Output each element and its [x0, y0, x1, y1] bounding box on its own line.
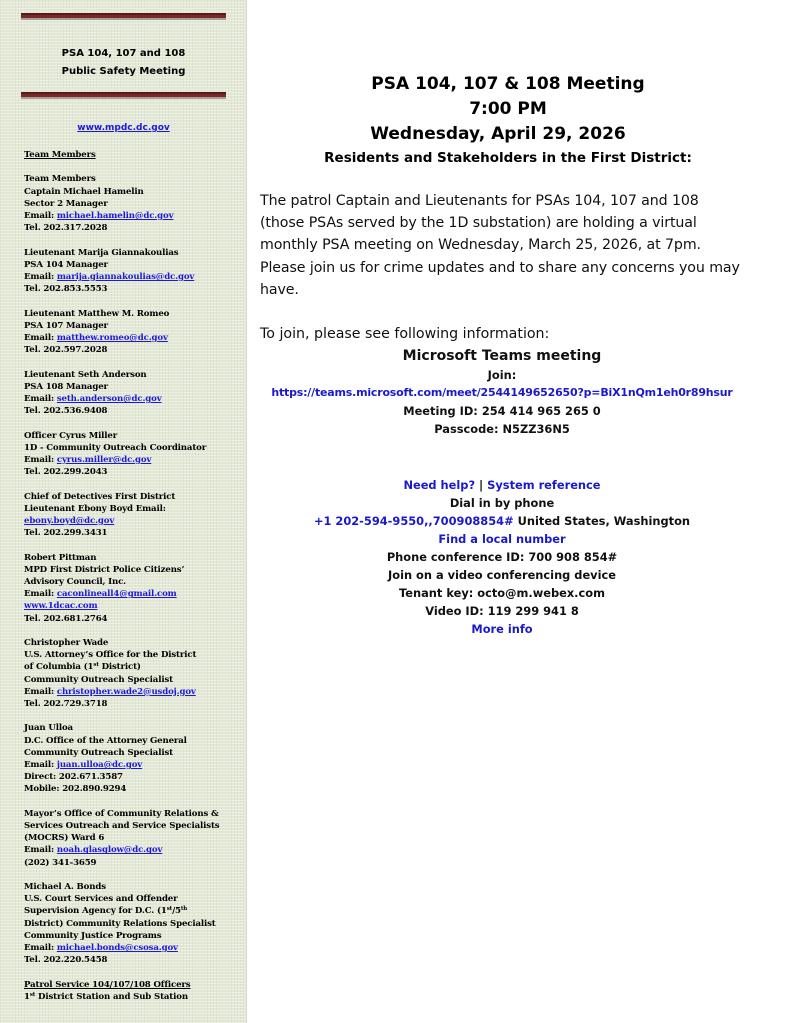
- join-label: Join:: [487, 368, 517, 382]
- more-info-link[interactable]: More info: [471, 622, 533, 636]
- contact-detail: 1D - Community Outreach Coordinator: [24, 442, 207, 453]
- contact-detail: Sector 2 Manager: [24, 198, 108, 209]
- email-label: Email:: [24, 272, 57, 282]
- contact-detail: Community Outreach Specialist: [24, 747, 173, 758]
- contact-detail: Lieutenant Ebony Boyd Email:: [24, 503, 166, 514]
- sidebar-top-rule: [21, 13, 226, 20]
- separator: |: [475, 478, 488, 492]
- tenant-key: Tenant key: octo@m.webex.com: [399, 586, 605, 600]
- ordinal-suffix: st: [166, 906, 173, 913]
- contact-name: Michael A. Bonds: [24, 882, 106, 893]
- email-link[interactable]: marija.giannakoulias@dc.gov: [56, 272, 195, 282]
- patrol-officers-heading: Patrol Service 104/107/108 Officers: [24, 979, 191, 990]
- contact-phone: (202) 341-3659: [24, 857, 97, 868]
- contact-card: [24, 247, 239, 296]
- contact-card: [24, 173, 239, 234]
- system-reference-link[interactable]: System reference: [487, 478, 601, 492]
- contact-phone: Tel. 202.299.3431: [24, 528, 108, 539]
- contact-card: [24, 808, 239, 869]
- team-members-heading: Team Members: [24, 150, 96, 160]
- contact-phone: Tel. 202.853.5553: [24, 284, 108, 295]
- contact-phone: Tel. 202.536.9408: [24, 406, 108, 417]
- video-device-label: Join on a video conferencing device: [388, 568, 616, 582]
- email-label: Email:: [24, 845, 57, 856]
- contact-phone: Tel. 202.597.2028: [24, 345, 108, 356]
- conference-id: Phone conference ID: 700 908 854#: [386, 550, 618, 564]
- phone-region: United States, Washington: [513, 514, 691, 528]
- email-link[interactable]: christopher.wade2@usdoj.gov: [56, 686, 196, 697]
- patrol-station-line: 1st District Station and Sub Station: [24, 991, 188, 1002]
- ordinal-suffix: st: [29, 991, 36, 998]
- contact-phone: Tel. 202.299.2043: [24, 467, 108, 478]
- ordinal-suffix: st: [93, 662, 99, 669]
- contact-detail: PSA 107 Manager: [24, 320, 108, 331]
- contact-phone: Mobile: 202.890.9294: [24, 784, 127, 795]
- to-join-line: To join, please see following information:: [260, 326, 550, 342]
- contact-phone: Direct: 202.671.3587: [24, 772, 123, 783]
- contact-card: [24, 430, 239, 479]
- email-link[interactable]: ebony.boyd@dc.gov: [24, 516, 115, 526]
- contact-detail: Community Outreach Specialist: [24, 674, 173, 685]
- email-label: Email:: [24, 589, 57, 600]
- need-help-link[interactable]: Need help?: [403, 478, 476, 492]
- contact-name: Robert Pittman: [24, 552, 97, 563]
- audience-line: Residents and Stakeholders in the First District:: [324, 150, 692, 166]
- join-url-link[interactable]: https://teams.microsoft.com/meet/2544149652650?p=BiX1nQm1eh0r89hsur: [271, 386, 733, 399]
- contact-list: [24, 149, 239, 1003]
- phone-row: [258, 512, 746, 530]
- email-label: Email:: [24, 943, 57, 954]
- email-link[interactable]: michael.hamelin@dc.gov: [56, 211, 174, 221]
- contact-detail: MPD First District Police Citizens’: [24, 564, 185, 575]
- sidebar: [0, 0, 247, 1023]
- sidebar-title-line1: PSA 104, 107 and 108: [61, 48, 186, 59]
- help-row: [258, 476, 746, 494]
- meeting-date: Wednesday, April 29, 2026: [370, 124, 626, 144]
- find-local-number-link[interactable]: Find a local number: [438, 532, 566, 546]
- contact-detail: of Columbia (1st District): [24, 662, 141, 673]
- email-link[interactable]: matthew.romeo@dc.gov: [56, 333, 168, 343]
- contact-name: Officer Cyrus Miller: [24, 430, 118, 441]
- email-link[interactable]: caconlineall4@gmail.com: [56, 589, 177, 600]
- contact-name: Mayor’s Office of Community Relations &: [24, 808, 219, 819]
- contact-detail: Services Outreach and Service Specialists: [24, 821, 220, 832]
- email-label: Email:: [24, 333, 57, 343]
- email-link[interactable]: michael.bonds@csosa.gov: [56, 943, 178, 954]
- contact-phone: Tel. 202.681.2764: [24, 613, 108, 624]
- contact-detail: Advisory Council, Inc.: [24, 577, 127, 587]
- sidebar-title-line2: Public Safety Meeting: [61, 66, 186, 77]
- email-label: Email:: [24, 394, 57, 404]
- email-label: Email:: [24, 686, 57, 697]
- email-link[interactable]: noah.glasglow@dc.gov: [56, 845, 163, 856]
- contact-phone: Tel. 202.317.2028: [24, 223, 108, 234]
- contact-name: Lieutenant Marija Giannakoulias: [24, 247, 179, 258]
- website-link[interactable]: www.mpdc.dc.gov: [77, 123, 170, 133]
- contact-card: [24, 722, 239, 795]
- contact-card: [24, 552, 239, 625]
- contact-card: [24, 369, 239, 418]
- dial-in-label: Dial in by phone: [449, 496, 555, 510]
- contact-detail: Community Justice Programs: [24, 930, 162, 941]
- sidebar-bottom-rule: [21, 92, 226, 99]
- email-label: Email:: [24, 760, 57, 771]
- email-link[interactable]: cyrus.miller@dc.gov: [56, 455, 152, 465]
- contact-detail: U.S. Court Services and Offender: [24, 894, 178, 905]
- email-label: Email:: [24, 211, 57, 221]
- contact-detail: PSA 104 Manager: [24, 259, 108, 270]
- meeting-time: 7:00 PM: [469, 99, 547, 119]
- intro-paragraph: The patrol Captain and Lieutenants for PSAs 104, 107 and 108 (those PSAs served by the 1D substation) are holding a virtual monthly PSA meeting on Wednesday, March 25, 2026, at 7pm. Please join us for crime updates and to share any concerns you may have.: [260, 193, 740, 298]
- contact-detail: PSA 108 Manager: [24, 381, 108, 392]
- email-label: Email:: [24, 455, 57, 465]
- teams-meeting-title: Microsoft Teams meeting: [402, 348, 602, 364]
- contact-card: [24, 308, 239, 357]
- contact-detail: U.S. Attorney’s Office for the District: [24, 650, 197, 661]
- contact-detail: D.C. Office of the Attorney General: [24, 735, 187, 746]
- contact-detail: Captain Michael Hamelin: [24, 186, 144, 197]
- contact-name: Lieutenant Seth Anderson: [24, 369, 147, 380]
- video-id: Video ID: 119 299 941 8: [425, 604, 579, 618]
- contact-card: [24, 637, 239, 710]
- contact-phone: Tel. 202.220.5458: [24, 955, 108, 966]
- contact-detail: District) Community Relations Specialist: [24, 918, 216, 929]
- contact-phone: Tel. 202.729.3718: [24, 699, 108, 710]
- contact-card: [24, 491, 239, 540]
- contact-name: Chief of Detectives First District: [24, 491, 176, 502]
- contact-name: Juan Ulloa: [24, 723, 73, 734]
- sidebar-title: [21, 45, 226, 81]
- email-link[interactable]: seth.anderson@dc.gov: [56, 394, 162, 404]
- email-link[interactable]: juan.ulloa@dc.gov: [56, 760, 143, 771]
- contact-detail: Supervision Agency for D.C. (1st/5th: [24, 906, 188, 917]
- ordinal-suffix: th: [180, 906, 188, 913]
- meeting-title: PSA 104, 107 & 108 Meeting: [371, 74, 645, 94]
- passcode: Passcode: N5ZZ36N5: [434, 422, 570, 436]
- contact-card: [24, 881, 239, 966]
- contact-name: Christopher Wade: [24, 638, 109, 648]
- contact-detail: (MOCRS) Ward 6: [24, 833, 105, 844]
- meeting-id: Meeting ID: 254 414 965 265 0: [403, 404, 601, 418]
- phone-number-link[interactable]: +1 202-594-9550,,700908854#: [313, 514, 514, 528]
- website-link[interactable]: www.1dcac.com: [24, 601, 98, 612]
- contact-name: Team Members: [24, 174, 96, 185]
- contact-name: Lieutenant Matthew M. Romeo: [24, 308, 170, 319]
